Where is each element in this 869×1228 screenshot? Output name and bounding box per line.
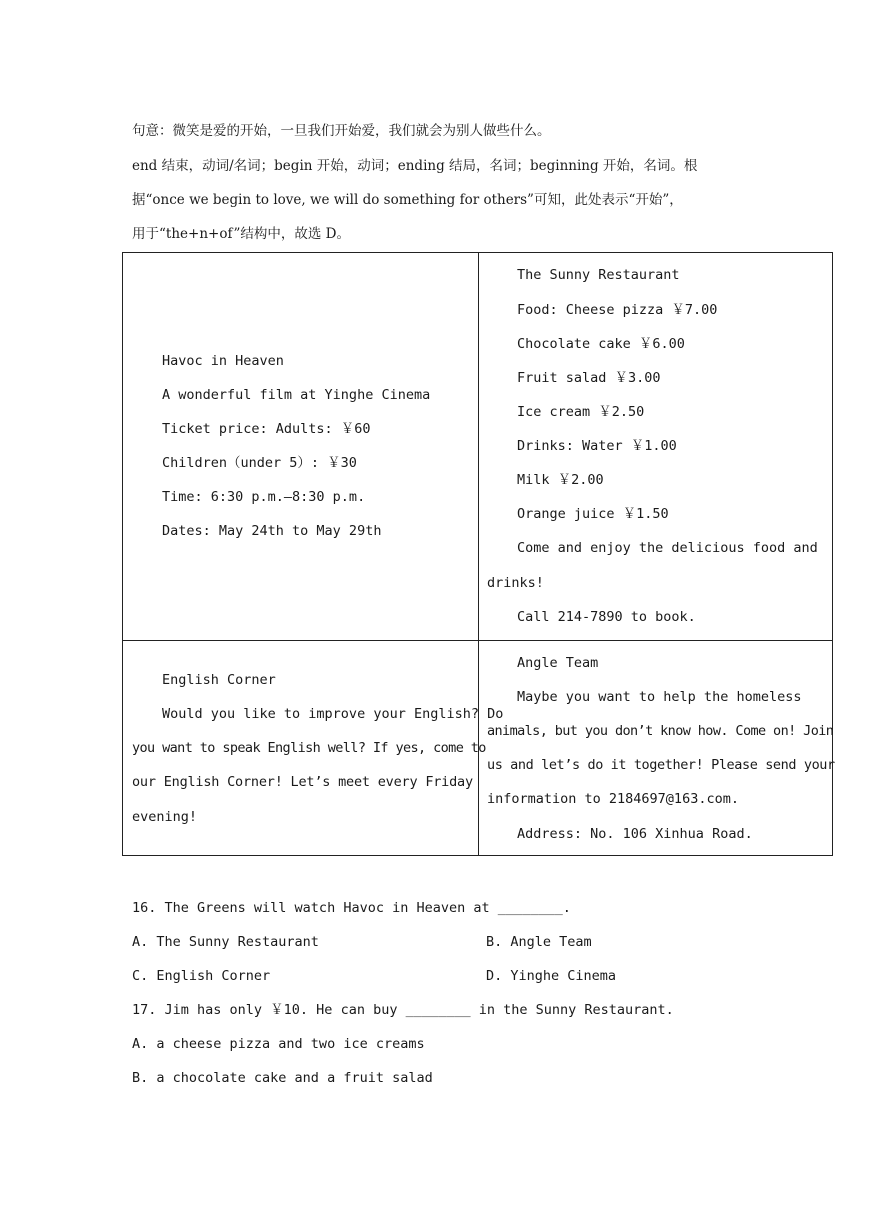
restaurant-line-8a: Come and enjoy the delicious food and xyxy=(517,540,818,556)
cinema-line-4: Time: 6:30 p.m.—8:30 p.m. xyxy=(162,489,366,505)
question-16-option-d[interactable]: D. Yinghe Cinema xyxy=(486,968,617,984)
restaurant-title: The Sunny Restaurant xyxy=(517,267,680,283)
restaurant-line-2: Chocolate cake ￥6.00 xyxy=(517,336,685,352)
question-16-stem: 16. The Greens will watch Havoc in Heaven at ________. xyxy=(132,900,571,916)
restaurant-line-7: Orange juice ￥1.50 xyxy=(517,506,669,522)
cinema-line-3: Children（under 5）: ￥30 xyxy=(162,455,357,471)
restaurant-line-1: Food: Cheese pizza ￥7.00 xyxy=(517,302,718,318)
explanation-line-1: 句意：微笑是爱的开始，一旦我们开始爱，我们就会为别人做些什么。 xyxy=(132,123,551,139)
explanation-line-4: 用于“the+n+of”结构中，故选 D。 xyxy=(132,226,350,242)
ad-cinema xyxy=(123,253,478,640)
restaurant-line-3: Fruit salad ￥3.00 xyxy=(517,370,661,386)
corner-title: English Corner xyxy=(162,672,276,688)
team-title: Angle Team xyxy=(517,655,599,671)
question-16-option-b[interactable]: B. Angle Team xyxy=(486,934,592,950)
restaurant-line-8b: drinks! xyxy=(487,575,544,591)
restaurant-line-9: Call 214-7890 to book. xyxy=(517,609,696,625)
team-line-5: Address: No. 106 Xinhua Road. xyxy=(517,826,753,842)
corner-line-2: you want to speak English well? If yes, come to xyxy=(132,740,486,756)
team-line-2: animals, but you don’t know how. Come on! Join xyxy=(487,723,834,739)
question-17-option-a[interactable]: A. a cheese pizza and two ice creams xyxy=(132,1036,425,1052)
cinema-title: Havoc in Heaven xyxy=(162,353,284,369)
cinema-line-5: Dates: May 24th to May 29th xyxy=(162,523,382,539)
cinema-line-1: A wonderful film at Yinghe Cinema xyxy=(162,387,431,403)
team-line-4: information to 2184697@163.com. xyxy=(487,791,739,807)
corner-line-4: evening! xyxy=(132,809,198,825)
question-16-option-c[interactable]: C. English Corner xyxy=(132,968,271,984)
restaurant-line-6: Milk ￥2.00 xyxy=(517,472,604,488)
explanation-line-2: end 结束，动词/名词；begin 开始，动词；ending 结局，名词；beginning 开始，名词。根 xyxy=(132,158,698,174)
team-line-1: Maybe you want to help the homeless xyxy=(517,689,802,705)
corner-line-3: our English Corner! Let’s meet every Friday xyxy=(132,774,473,790)
restaurant-line-5: Drinks: Water ￥1.00 xyxy=(517,438,677,454)
ad-english-corner xyxy=(123,641,504,856)
question-17-stem: 17. Jim has only ￥10. He can buy ________ in the Sunny Restaurant. xyxy=(132,1002,674,1018)
question-17-option-b[interactable]: B. a chocolate cake and a fruit salad xyxy=(132,1070,433,1086)
ad-angle-team xyxy=(479,641,833,856)
restaurant-line-4: Ice cream ￥2.50 xyxy=(517,404,645,420)
team-line-3: us and let’s do it together! Please send your xyxy=(487,757,835,773)
question-16-option-a[interactable]: A. The Sunny Restaurant xyxy=(132,934,319,950)
ads-table xyxy=(122,252,833,856)
corner-line-1: Would you like to improve your English? Do xyxy=(162,706,504,722)
ad-restaurant xyxy=(479,253,833,640)
cinema-line-2: Ticket price: Adults: ￥60 xyxy=(162,421,371,437)
explanation-line-3: 据“once we begin to love, we will do something for others”可知，此处表示“开始”， xyxy=(132,192,683,208)
